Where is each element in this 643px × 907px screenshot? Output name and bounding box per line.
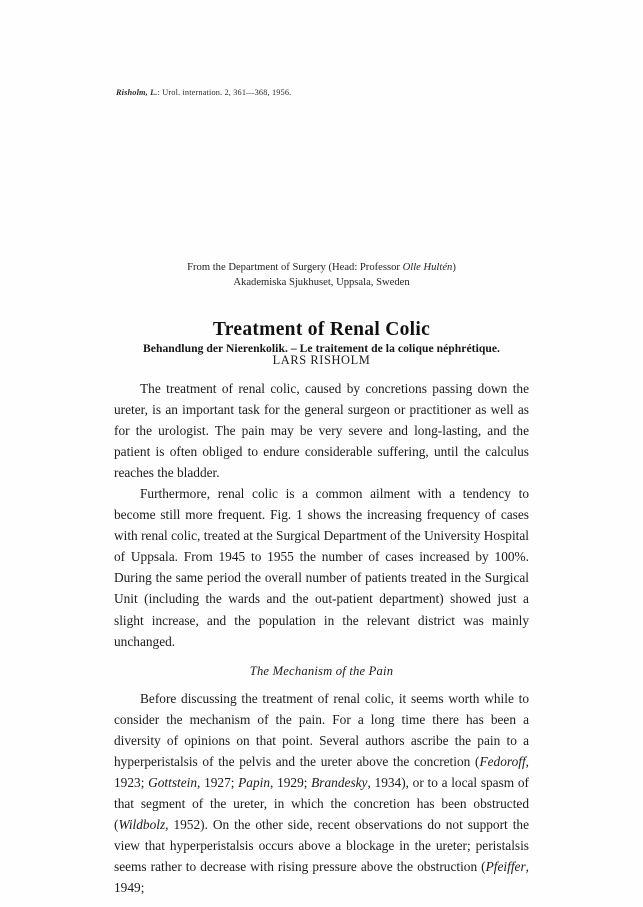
- citation-brandesky: Brandesky: [311, 774, 368, 790]
- section-heading-mechanism-of-the-pain: The Mechanism of the Pain: [249, 663, 394, 678]
- paragraph-2: Furthermore, renal colic is a common ailment with a tendency to become still more frequent. Fig. 1 shows the increasing frequency of cases with renal colic, treated at the Surgical Department of the University Hospital of Uppsala. From 1945 to 1955 the number of cases increased by 100%. During the same period the overall number of patients treated in the Surgical Unit (including the wards and the out-patient department) showed just a slight increase, and the population in the relevant district was mainly unchanged.: [114, 486, 529, 649]
- affiliation-paren-close: ): [452, 262, 456, 273]
- citation-fedoroff: Fedoroff: [479, 753, 526, 769]
- citation-pfeiffer: Pfeiffer: [485, 858, 526, 874]
- running-header: [116, 88, 291, 97]
- paragraph-3-segment-7: , 1949;: [114, 858, 529, 896]
- paragraph-1: The treatment of renal colic, caused by concretions passing down the ureter, is an important task for the general surgeon or practitioner as well as for the urologist. The pain may be very severe and long-lasting, and the patient is often obliged to endure considerable suffering, until the calculus reaches the bladder.: [114, 381, 529, 481]
- running-header-author: Risholm, L.: [116, 88, 158, 97]
- body-column: [114, 378, 529, 898]
- citation-gottstein: Gottstein: [148, 774, 198, 790]
- affiliation-block: [0, 261, 643, 290]
- paragraph-3-segment-4: , 1929;: [270, 774, 312, 790]
- paragraph-3-segment-5: , 1934), or to a local spasm of that segment of the ureter, in which the concretion has been obstructed (: [114, 774, 529, 832]
- running-header-citation: : Urol. internation. 2, 361—368, 1956.: [157, 88, 292, 97]
- citation-papin: Papin: [238, 774, 271, 790]
- paragraph-3-segment-6: , 1952). On the other side, recent observations do not support the view that hyperperistalsis occurs above a blockage in the ureter; peristalsis seems rather to decrease with rising pressure above the obstruction (: [114, 816, 529, 874]
- paragraph-3-segment-1: Before discussing the treatment of renal colic, it seems worth while to consider the mechanism of the pain. For a long time there has been a diversity of opinions on that point. Several authors ascribe the pain to a hyperperistalsis of the pelvis and the ureter above the concretion (: [114, 690, 529, 769]
- paragraph-3-segment-2: , 1923;: [114, 753, 529, 790]
- article-subtitle: Behandlung der Nierenkolik. – Le traitement de la colique néphrétique.: [142, 341, 500, 355]
- paragraph-3-segment-3: , 1927;: [197, 774, 239, 790]
- affiliation-line-1: [0, 261, 643, 276]
- article-author: LARS RISHOLM: [272, 353, 371, 367]
- affiliation-line-2: Akademiska Sjukhuset, Uppsala, Sweden: [233, 276, 410, 288]
- affiliation-head-name: Olle Hultén: [402, 262, 453, 273]
- affiliation-department-prefix: From the Department of Surgery (Head: Professor: [187, 262, 403, 273]
- article-title: Treatment of Renal Colic: [212, 319, 431, 341]
- paragraph-3: [114, 688, 529, 898]
- citation-wildbolz: Wildbolz: [118, 816, 166, 832]
